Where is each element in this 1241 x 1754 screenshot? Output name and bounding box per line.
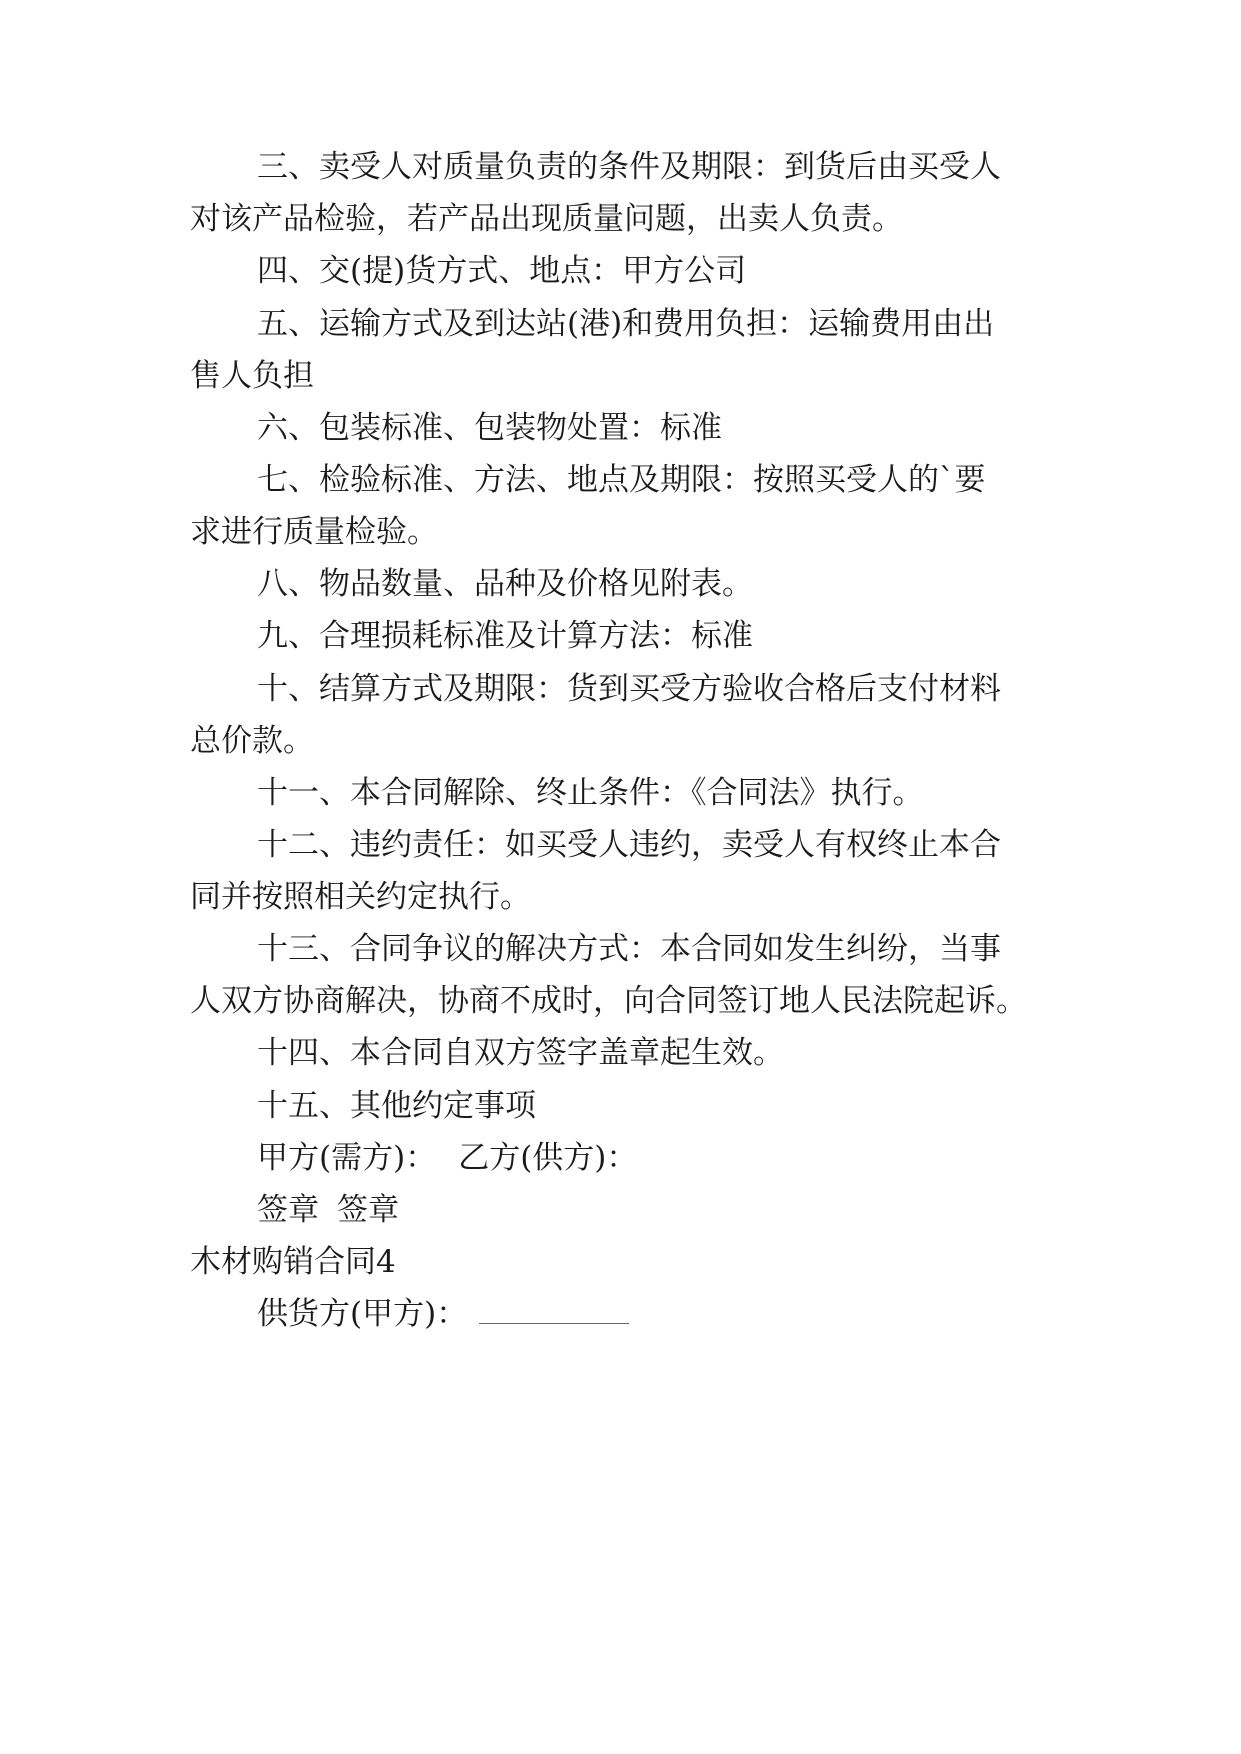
clause-10-line-1: 十、结算方式及期限：货到买受方验收合格后支付材料 bbox=[257, 671, 1001, 707]
clause-13-line-2: 人双方协商解决，协商不成时，向合同签订地人民法院起诉。 bbox=[190, 983, 1027, 1019]
supplier-label: 供货方(甲方)： bbox=[257, 1296, 468, 1332]
clause-11: 十一、本合同解除、终止条件：《合同法》执行。 bbox=[257, 775, 924, 811]
clause-7-line-2: 求进行质量检验。 bbox=[190, 514, 438, 550]
party-labels-row bbox=[257, 1138, 637, 1178]
clause-4: 四、交(提)货方式、地点：甲方公司 bbox=[257, 253, 747, 289]
party-b-label: 乙方(供方)： bbox=[458, 1140, 638, 1176]
clause-9: 九、合理损耗标准及计算方法：标准 bbox=[257, 618, 753, 654]
clause-14: 十四、本合同自双方签字盖章起生效。 bbox=[257, 1035, 784, 1071]
clause-15: 十五、其他约定事项 bbox=[257, 1088, 536, 1124]
clause-5-line-1: 五、运输方式及到达站(港)和费用负担：运输费用由出 bbox=[257, 306, 995, 342]
clause-13-line-1: 十三、合同争议的解决方式：本合同如发生纠纷，当事 bbox=[257, 931, 1001, 967]
clause-6: 六、包装标准、包装物处置：标准 bbox=[257, 410, 722, 446]
clause-3-line-2: 对该产品检验，若产品出现质量问题，出卖人负责。 bbox=[190, 201, 903, 237]
signature-row bbox=[257, 1190, 399, 1230]
clause-3-line-1: 三、卖受人对质量负责的条件及期限：到货后由买受人 bbox=[257, 149, 1001, 185]
party-a-signature: 签章 bbox=[257, 1192, 319, 1228]
supplier-row bbox=[257, 1294, 629, 1334]
supplier-blank-line bbox=[479, 1321, 629, 1324]
clause-7-line-1: 七、检验标准、方法、地点及期限：按照买受人的`要 bbox=[257, 462, 986, 498]
clause-12-line-1: 十二、违约责任：如买受人违约，卖受人有权终止本合 bbox=[257, 827, 1001, 863]
clause-12-line-2: 同并按照相关约定执行。 bbox=[190, 879, 531, 915]
clause-5-line-2: 售人负担 bbox=[190, 358, 314, 394]
contract-4-title: 木材购销合同4 bbox=[190, 1244, 396, 1280]
clause-8: 八、物品数量、品种及价格见附表。 bbox=[257, 566, 753, 602]
party-a-label: 甲方(需方)： bbox=[257, 1140, 437, 1176]
party-b-signature: 签章 bbox=[337, 1192, 399, 1228]
clause-10-line-2: 总价款。 bbox=[190, 723, 314, 759]
